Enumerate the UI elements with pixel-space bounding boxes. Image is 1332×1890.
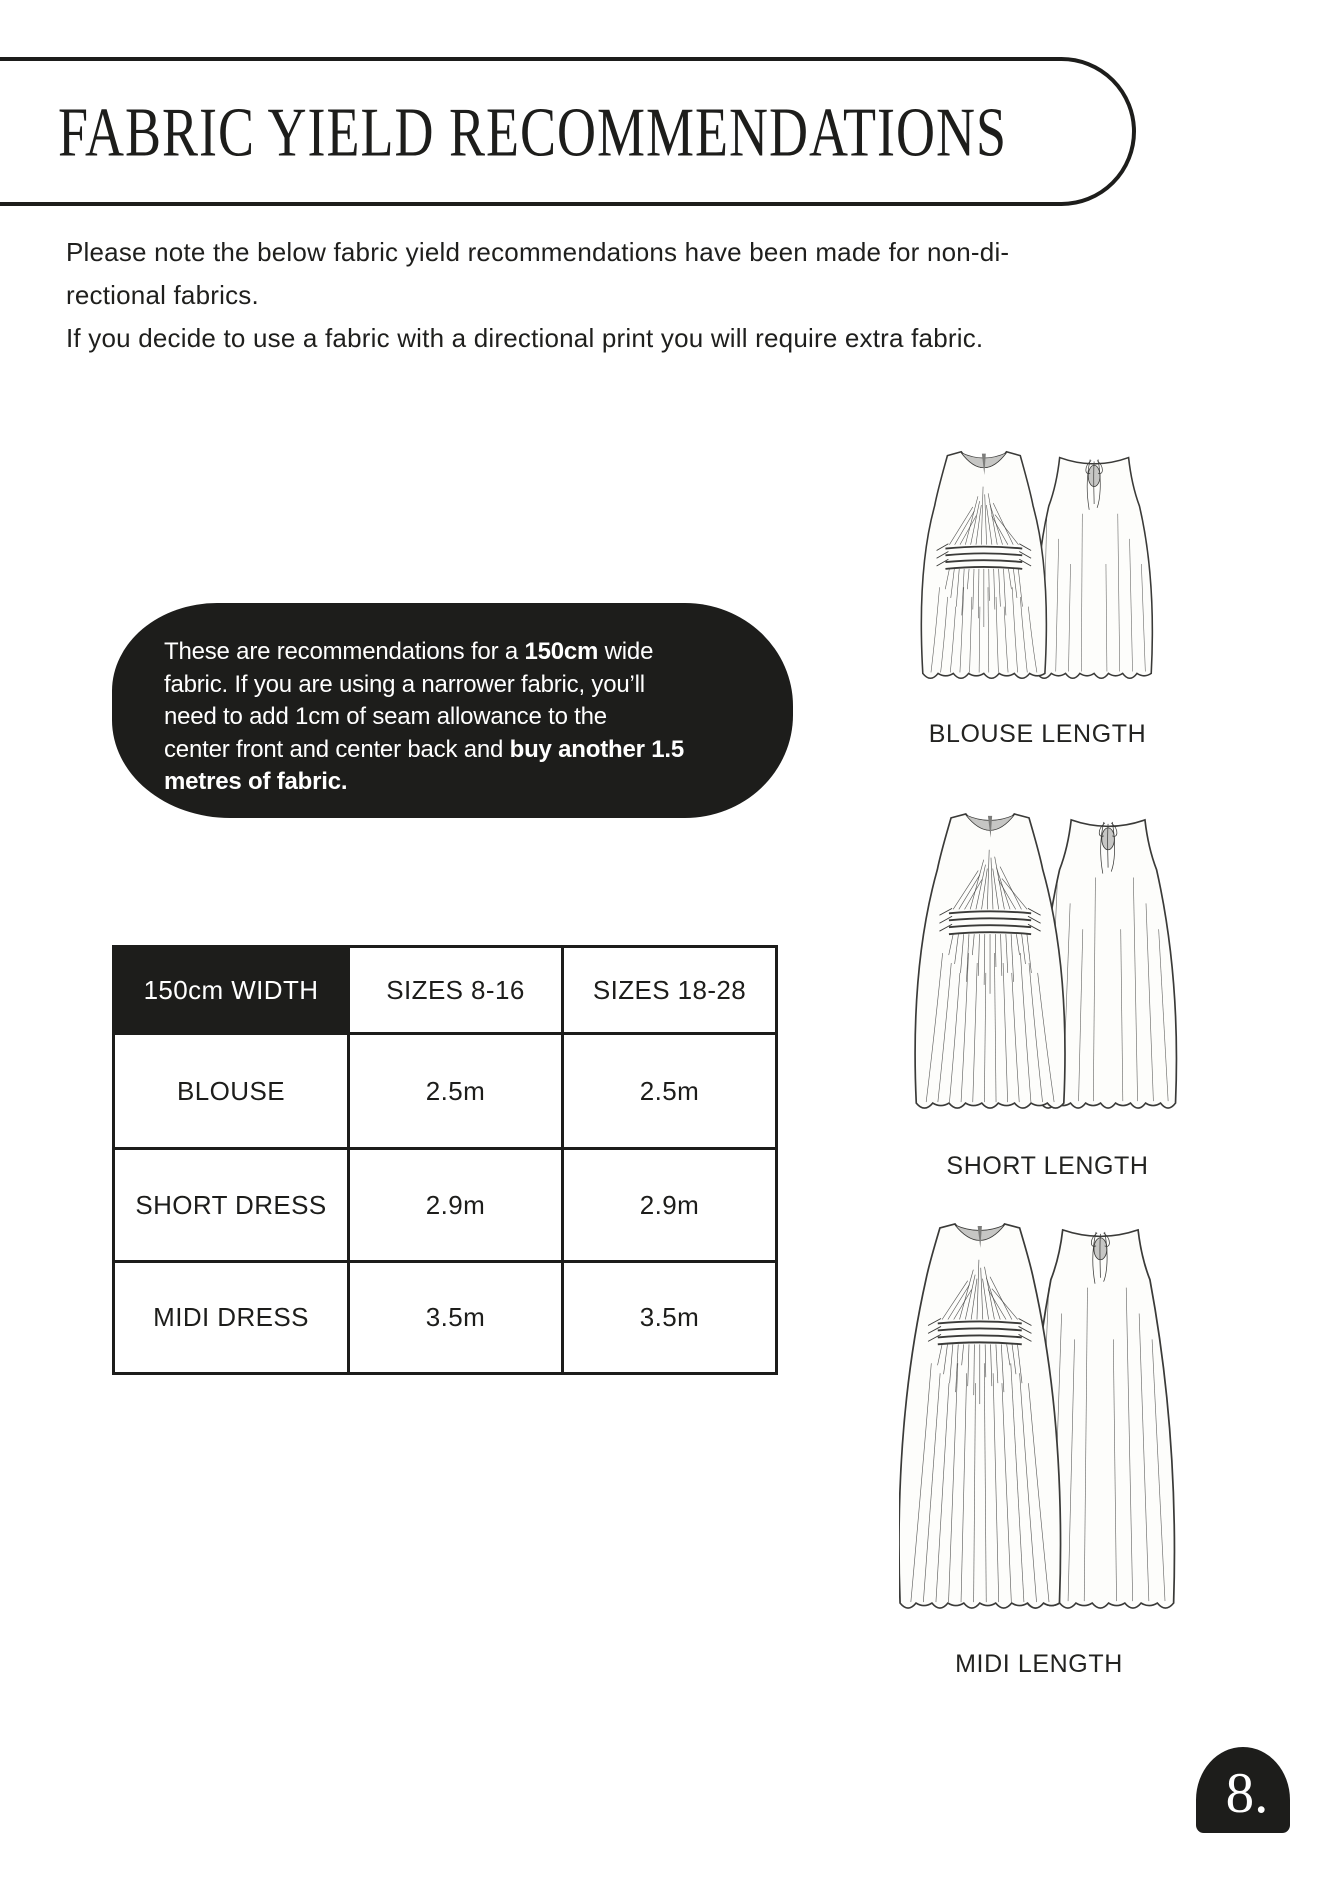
note-segment-bold: 150cm <box>524 638 599 665</box>
title-banner <box>0 57 1136 206</box>
table-row <box>114 1262 777 1374</box>
dress-front-back-drawing <box>905 806 1190 1116</box>
row-label: MIDI DRESS <box>114 1262 349 1374</box>
note-segment: need to add 1cm of seam allowance to the <box>164 703 607 730</box>
row-label: BLOUSE <box>114 1034 349 1149</box>
yield-value: 2.5m <box>349 1034 563 1149</box>
intro-paragraph <box>66 231 1106 360</box>
yield-value: 2.9m <box>563 1149 777 1262</box>
table-header-width: 150cm WIDTH <box>114 947 349 1034</box>
table-header-sizes-8-16: SIZES 8-16 <box>349 947 563 1034</box>
dress-front-back-drawing <box>893 1216 1185 1616</box>
illustration-label: SHORT LENGTH <box>946 1152 1149 1180</box>
dress-illustration-blouse <box>905 444 1170 749</box>
page-title: FABRIC YIELD RECOMMENDATIONS <box>58 92 1008 171</box>
intro-line: rectional fabrics. <box>66 280 259 310</box>
dress-front-back-drawing <box>905 444 1170 686</box>
dress-illustration-midi <box>893 1216 1185 1679</box>
table-header-row <box>114 947 777 1034</box>
yield-value: 3.5m <box>349 1262 563 1374</box>
illustration-label: MIDI LENGTH <box>955 1650 1123 1678</box>
note-segment-bold: buy another 1.5 <box>509 735 685 763</box>
note-segment-bold: metres of fabric. <box>164 768 348 795</box>
fabric-yield-table <box>112 945 778 1375</box>
yield-value: 2.5m <box>563 1034 777 1149</box>
note-segment: wide <box>598 638 654 665</box>
page-number: 8. <box>1225 1761 1269 1825</box>
fabric-width-note-text <box>164 636 763 799</box>
intro-line: If you decide to use a fabric with a directional print you will require extra fabric. <box>66 323 984 353</box>
illustration-label: BLOUSE LENGTH <box>928 720 1147 748</box>
yield-value: 2.9m <box>349 1149 563 1262</box>
note-segment: These are recommendations for a <box>164 638 525 665</box>
dress-illustration-short <box>905 806 1190 1181</box>
intro-line: Please note the below fabric yield recommendations have been made for non-di- <box>66 237 1010 267</box>
page-number-badge <box>1196 1747 1290 1833</box>
row-label: SHORT DRESS <box>114 1149 349 1262</box>
fabric-width-note <box>112 603 793 818</box>
yield-value: 3.5m <box>563 1262 777 1374</box>
note-segment: center front and center back and <box>164 735 510 763</box>
note-segment: fabric. If you are using a narrower fabric, you’ll <box>164 670 645 698</box>
table-header-sizes-18-28: SIZES 18-28 <box>563 947 777 1034</box>
table-row <box>114 1034 777 1149</box>
table-row <box>114 1149 777 1262</box>
